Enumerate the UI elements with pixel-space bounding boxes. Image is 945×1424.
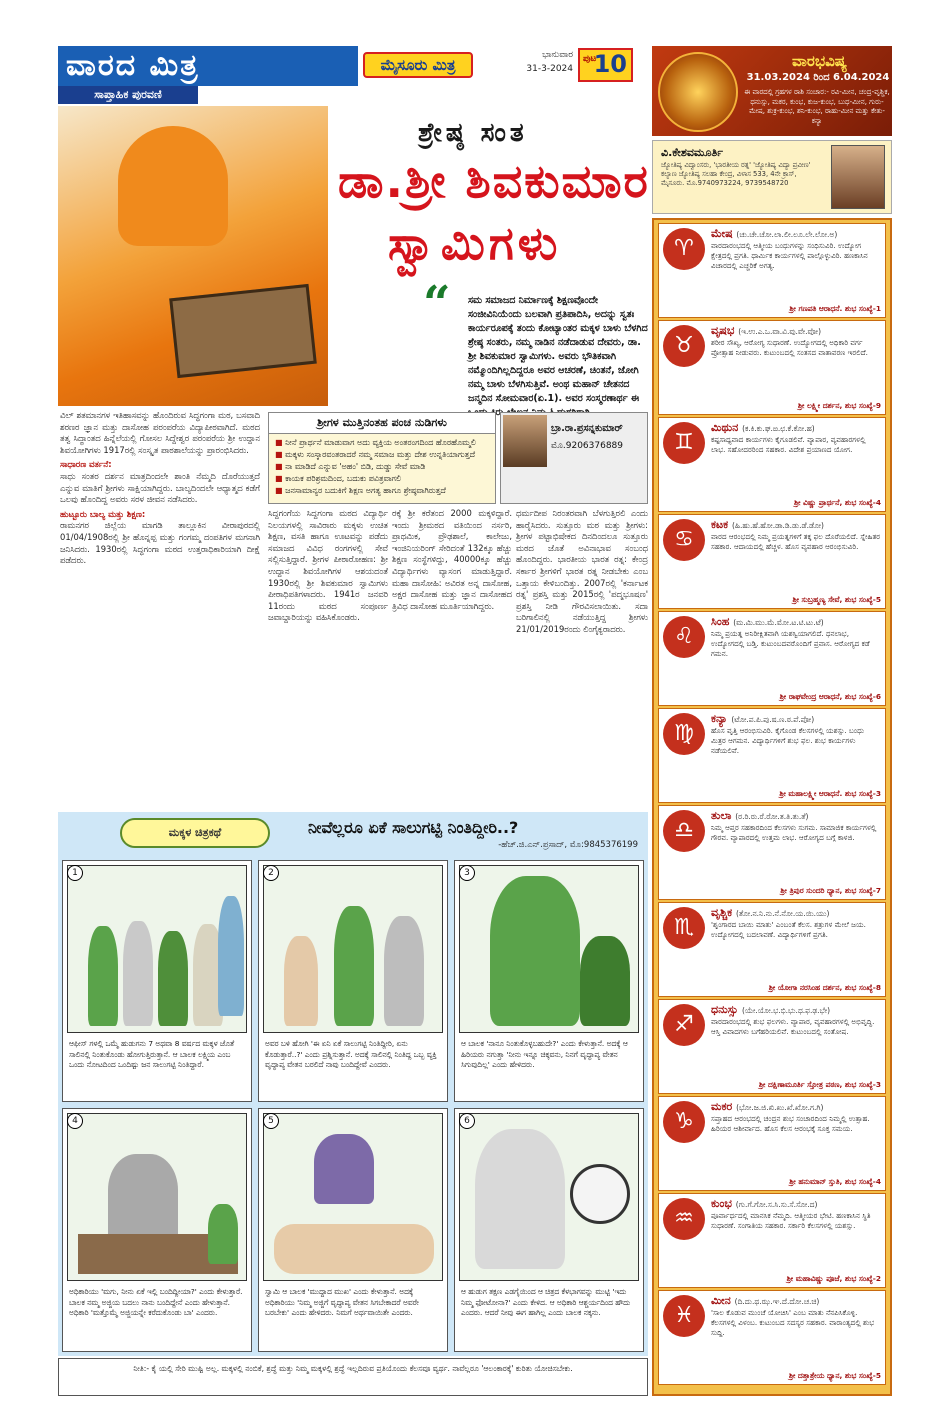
zodiac-sign-name <box>711 615 824 629</box>
zodiac-sign-remedy: ಶ್ರೀ ತ್ರಿಪುರ ಸುಂದರಿ ಧ್ಯಾನ, ಶುಭ ಸಂಖ್ಯೆ-7 <box>780 886 881 895</box>
comic-panel <box>258 1108 448 1352</box>
zodiac-sign-prediction: 'ಸಾಲ ಕೊಡುವ ಮುಂಚೆ ಯೋಚಿಸಿ' ಎಂಬ ಮಾತು ನೆನಪಿಸಿಕೊಳ್ಳಿ. ಕೆಲಸಗಳಲ್ಲಿ ವಿಳಂಬ. ಕುಟುಂಬದ ಸದಸ್ಯರ ಸಹಕಾರ. ವಾರಾಂತ್ಯದಲ್ಲಿ ಶುಭ ಸುದ್ದಿ. <box>711 1308 875 1337</box>
comic-panel-number: 1 <box>67 865 83 881</box>
article-subhead: ಹುಟ್ಟೂರು ಬಾಲ್ಯ ಮತ್ತು ಶಿಕ್ಷಣ: <box>60 508 146 519</box>
comic-panel-number: 3 <box>459 865 475 881</box>
zodiac-symbol-icon: ♐ <box>663 1004 705 1046</box>
article-paragraph: ಸಾಧು ಸಂತರ ದರ್ಶನ ಮಾತ್ರದಿಂದಲೇ ಶಾಂತಿ ನೆಮ್ಮದಿ ದೊರೆಯುತ್ತದೆ ಎನ್ನುವ ಮಾತಿಗೆ ಶ್ರೀಗಳು ಸಾಕ್ಷಿಯಾಗಿದ್ದರು. ಬಾಲ್ಯದಿಂದಲೇ ಆಧ್ಯಾತ್ಮದ ಕಡೆಗೆ ಒಲವು ಹೊಂದಿದ್ದ ಅವರು ಸರಳ ಜೀವನ ನಡೆಸಿದರು. <box>60 470 260 505</box>
issue-date <box>483 48 573 76</box>
zodiac-sign-letters: (ಭೋ.ಜ.ಜಿ.ಖಿ.ಖು.ಖೆ.ಖೋ.ಗ.ಗಿ) <box>736 1103 824 1112</box>
zodiac-sign-prediction: ನಿಮ್ಮ ಆಪ್ತರ ಸಹಕಾರದಿಂದ ಕೆಲಸಗಳು ಸುಗಮ. ಸಾಮಾಜಿಕ ಕಾರ್ಯಗಳಲ್ಲಿ ಗೌರವ. ವ್ಯಾಪಾರದಲ್ಲಿ ಉತ್ತಮ ಲಾಭ. ಆರೋಗ್ಯದ ಬಗ್ಗೆ ಕಾಳಜಿ. <box>711 823 877 842</box>
masthead <box>58 46 648 106</box>
zodiac-symbol-icon: ♈ <box>663 228 705 270</box>
comic-header <box>58 812 648 856</box>
zodiac-symbol-icon: ♌ <box>663 616 705 658</box>
zodiac-sign-title: ಧನುಸ್ಸು <box>711 1003 739 1016</box>
zodiac-symbol-icon: ♊ <box>663 422 705 464</box>
astrologer-name: ವಿ.ಕೇಶವಮೂರ್ತಿ <box>661 146 723 159</box>
zodiac-sign-remedy: ಶ್ರೀ ಹನುಮಾನ್ ಸ್ತುತಿ, ಶುಭ ಸಂಖ್ಯೆ-4 <box>789 1177 881 1186</box>
zodiac-sign-letters: (ಚು.ಚೇ.ಚೋ.ಲಾ.ಲೀ.ಲೂ.ಲೇ.ಲೋ.ಅ) <box>736 230 838 239</box>
zodiac-sign-letters: (ಟೋ.ಪ.ಪಿ.ಪು.ಷ.ಣ.ಠ.ಪೆ.ಪೋ) <box>731 715 815 724</box>
zodiac-sign-name <box>711 1003 830 1017</box>
quotes-box-title: ಶ್ರೀಗಳ ಮುತ್ತಿನಂತಹ ಪಂಚ ನುಡಿಗಳು <box>269 413 495 434</box>
photo-writing-board <box>169 284 317 378</box>
zodiac-sign-prediction: ವಾರದಾರಂಭದಲ್ಲಿ ಶುಭ ಫಲಗಳು. ವ್ಯಾಪಾರ, ವ್ಯವಹಾರಗಳಲ್ಲಿ ಅಭಿವೃದ್ಧಿ. ಆಸ್ತಿ ವಿವಾದಗಳು ಬಗೆಹರಿಯಲಿವೆ. ಕುಟುಂಬದಲ್ಲಿ ಸಂತೋಷ. <box>711 1017 875 1036</box>
comic-art-officer <box>67 1113 247 1281</box>
zodiac-sign-prediction: ಶರೀರ ಸೌಖ್ಯ, ಆರೋಗ್ಯ ಸುಧಾರಣೆ. ಉದ್ಯೋಗದಲ್ಲಿ ಅಧಿಕಾರಿ ವರ್ಗ ಪ್ರೋತ್ಸಾಹ ನೀಡುವರು. ಕುಟುಂಬದಲ್ಲಿ ಸಂತಸದ ವಾತಾವರಣ ಇರಲಿದೆ. <box>711 338 868 357</box>
zodiac-sign-name <box>711 809 808 823</box>
zodiac-sign-remedy: ಶ್ರೀ ದತ್ತಾತ್ರೇಯ ಧ್ಯಾನ, ಶುಭ ಸಂಖ್ಯೆ-5 <box>788 1371 881 1380</box>
article-column-3: ರಕ್ಕೆ ಶ್ರೀ ಕರೆತಂದ 2000 ಮಕ್ಕಳಿದ್ದಾರೆ. ಇಂದು ಶ್ರೀಮಠದ ವತಿಯಿಂದ ನರ್ಸರಿ, ಪ್ರಾಥಮಿಕ, ಪ್ರೌಢಶಾಲೆ, ಕಾಲೇಜು, ಇಂಜಿನಿಯರಿಂಗ್ ಸೇರಿದಂತೆ 132ಕ್ಕೂ ಹೆಚ್ಚು ಶಿಕ್ಷಣ ಸಂಸ್ಥೆಗಳಿದ್ದು, 40000ಕ್ಕೂ ಹೆಚ್ಚು ವಿದ್ಯಾರ್ಥಿಗಳು ವ್ಯಾಸಂಗ ಮಾಡುತ್ತಿದ್ದಾರೆ. ಮಹಾ ದಾಸೋಹಿ: ಅವಿರತ ಅನ್ನ ದಾಸೋಹ, ಅಕ್ಷರ ದಾಸೋಹ ಮತ್ತು ಜ್ಞಾನ ದಾಸೋಹದ ತ್ರಿವಿಧ ದಾಸೋಹ ಮೂರ್ತಿಯಾಗಿದ್ದರು. <box>392 508 512 611</box>
zodiac-sign-remedy: ಶ್ರೀ ಮಹಾವಿಷ್ಣು ಪೂಜೆ, ಶುಭ ಸಂಖ್ಯೆ-2 <box>786 1274 881 1283</box>
article-column-2: ಸಿದ್ದಗಂಗೆಯ ಸಿದ್ದಗಂಗಾ ಮಠದ ವಿದ್ಯಾರ್ಥಿ ನಿಲಯಗಳಲ್ಲಿ ಸಾವಿರಾರು ಮಕ್ಕಳು ಉಚಿತ ಶಿಕ್ಷಣ, ವಸತಿ ಹಾಗೂ ಊಟವನ್ನು ಪಡೆದು ಸಮಾಜದ ವಿವಿಧ ರಂಗಗಳಲ್ಲಿ ಸೇವೆ ಸಲ್ಲಿಸುತ್ತಿದ್ದಾರೆ. ಶ್ರೀಗಳ ಪೀಠಾರೋಹಣ: ಶ್ರೀ ಉದ್ದಾನ ಶಿವಯೋಗಿಗಳ ಆಶಯದಂತೆ 1930ರಲ್ಲಿ ಶ್ರೀ ಶಿವಕುಮಾರ ಸ್ವಾಮಿಗಳು ಪೀಠಾಧಿಪತಿಗಳಾದರು. 1941ರ ಜನವರಿ 11ರಂದು ಮಠದ ಸಂಪೂರ್ಣ ಜವಾಬ್ದಾರಿಯನ್ನು ವಹಿಸಿಕೊಂಡರು. <box>268 508 388 623</box>
supplement-title: ವಾರದ ಮಿತ್ರ <box>58 46 358 86</box>
zodiac-symbol-icon: ♑ <box>663 1101 705 1143</box>
author-mobile: ಮೊ.9206376889 <box>551 441 624 451</box>
comic-panel-number: 2 <box>263 865 279 881</box>
horoscope-date-range: 31.03.2024 ರಿಂದ 6.04.2024 <box>746 72 890 83</box>
comic-panel-number: 4 <box>67 1113 83 1129</box>
comic-panel <box>454 860 644 1102</box>
zodiac-sign-name <box>711 712 814 726</box>
zodiac-sign-name <box>711 421 815 435</box>
photo-figure <box>118 126 228 246</box>
feature-headline-line1: ಡಾ.ಶ್ರೀ ಶಿವಕುಮಾರ <box>338 154 650 208</box>
comic-caption: ಆಫೀಸ್ ಗಳಲ್ಲಿ ಒಮ್ಮೆ ಹುಡುಗನು 7 ಅಥವಾ 8 ವರ್ಷದ ಮಕ್ಕಳ ಜೊತೆ ಸಾಲಿನಲ್ಲಿ ನಿಂತುಕೊಂಡು ಹೋಗುತ್ತಿರುತ್ತಾನೆ. ಆ ಬಾಲಕ ಲಕ್ಷ್ಮಿಯ ಎಂಬ ಒಂದು ನೋಟದಿಂದ ಒಂದಿಷ್ಟು ಜನ ಸಾಲುಗಟ್ಟಿ ನಿಂತಿದ್ದಾರೆ. <box>69 1039 235 1069</box>
comic-art-portrait <box>459 1113 639 1281</box>
article-column-4: ಧರ್ಮದೀಪ ನಿರಂತರವಾಗಿ ಬೆಳಗುತ್ತಿರಲಿ ಎಂದು ಹಾರೈಸಿದರು. ಸುತ್ತೂರು ಮಠ ಮತ್ತು ಶ್ರೀಗಳು: ಶ್ರೀಗಳ ಪಟ್ಟಾಭಿಷೇಕದ ದಿನದಿಂದಲೂ ಸುತ್ತೂರು ಮಠದ ಜೊತೆ ಅವಿನಾಭಾವ ಸಂಬಂಧ ಹೊಂದಿದ್ದರು. ಭಾರತೀಯ ಭಾರತ ರತ್ನ: ಕೇಂದ್ರ ಸರ್ಕಾರ ಶ್ರೀಗಳಿಗೆ ಭಾರತ ರತ್ನ ನೀಡಬೇಕು ಎಂಬ ಒತ್ತಾಯ ಕೇಳಿಬಂದಿತ್ತು. 2007ರಲ್ಲಿ 'ಕರ್ನಾಟಕ ರತ್ನ' ಪ್ರಶಸ್ತಿ ಮತ್ತು 2015ರಲ್ಲಿ 'ಪದ್ಮಭೂಷಣ' ಪ್ರಶಸ್ತಿ ನೀಡಿ ಗೌರವಿಸಲಾಯಿತು. ಸದಾ ಬರಿಗಾಲಿನಲ್ಲಿ ನಡೆಯುತ್ತಿದ್ದ ಶ್ರೀಗಳು 21/01/2019ರಂದು ಲಿಂಗೈಕ್ಯರಾದರು. <box>516 508 648 634</box>
comic-panel <box>62 1108 252 1352</box>
issue-day: ಭಾನುವಾರ <box>542 50 573 60</box>
page-label: ಪುಟ <box>583 54 597 64</box>
zodiac-symbol-icon: ♋ <box>663 519 705 561</box>
zodiac-sign-card <box>658 514 886 609</box>
feature-headline-line2: ಸ್ವಾಮಿಗಳು <box>388 216 562 270</box>
zodiac-sign-card <box>658 1193 886 1288</box>
comic-caption: ಅವರ ಬಳಿ ಹೋಗಿ 'ಈ ಏನಿ ಏಕೆ ಸಾಲುಗಟ್ಟಿ ನಿಂತಿದ್ದೀರಿ, ಏನು ಕೊಡುತ್ತಾರೆ..?' ಎಂದು ಪ್ರಶ್ನಿಸುತ್ತಾನೆ. ಅದಕ್ಕೆ ಸಾಲಿನಲ್ಲಿ ನಿಂತಿದ್ದ ಒಬ್ಬ ವ್ಯಕ್ತಿ ವೃದ್ಧಾಪ್ಯ ವೇತನ ಬರಲಿದೆ ನಾವು ಬಂದಿದ್ದೇವೆ ಎಂದರು. <box>265 1039 437 1069</box>
zodiac-sign-card <box>658 1290 886 1385</box>
zodiac-sign-card <box>658 902 886 997</box>
zodiac-sign-title: ಮಕರ <box>711 1100 733 1113</box>
zodiac-sign-letters: (ರ.ರಿ.ರು.ರೆ.ರೋ.ತ.ತಿ.ತು.ತೆ) <box>735 812 809 821</box>
zodiac-sign-name <box>711 906 829 920</box>
zodiac-sign-title: ತುಲಾ <box>711 809 732 822</box>
zodiac-symbol-icon: ♓ <box>663 1295 705 1337</box>
zodiac-sign-prediction: ಕಷ್ಟಸಾಧ್ಯವಾದ ಕಾರ್ಯಗಳು ಕೈಗೂಡಲಿವೆ. ವ್ಯಾಪಾರ, ವ್ಯವಹಾರಗಳಲ್ಲಿ ಲಾಭ. ಸಹೋದರರಿಂದ ಸಹಕಾರ. ವಿದೇಶ ಪ್ರಯಾಣದ ಯೋಗ. <box>711 435 866 454</box>
comic-caption: ಸ್ವಾಮಿ ಆ ಬಾಲಕ 'ಮುದ್ದಾದ ಮುಖ' ಎಂದು ಕೇಳುತ್ತಾನೆ. ಅದಕ್ಕೆ ಅಧಿಕಾರಿಯು 'ನಿಮ್ಮ ಅಜ್ಜಿಗೆ ವೃದ್ಧಾಪ್ಯ ವೇತನ ಸಿಗಬೇಕಾದರೆ ಅವರೇ ಬರಬೇಕು' ಎಂದು ಹೇಳಿದರು. ನಿಮಗೆ ಅರ್ಥವಾಯಿತೇ ಎಂದರು. <box>265 1287 419 1317</box>
comic-credit: -ಹೆಚ್.ಜಿ.ಎನ್.ಪ್ರಸಾದ್, ಮೊ:9845376199 <box>498 840 638 850</box>
zodiac-sign-letters: (ದಿ.ದು.ಥ.ಝ.ಞ.ದೆ.ದೋ.ಚ.ಚಿ) <box>734 1297 820 1306</box>
issue-date-value: 31-3-2024 <box>526 64 573 74</box>
zodiac-sign-name <box>711 227 837 241</box>
quotes-list <box>269 434 495 500</box>
horoscope-planet-positions: ಈ ವಾರದಲ್ಲಿ ಗ್ರಹಗಳ ರಾಶಿ ಸಂಚಾರ:- ರವಿ-ಮೀನ, ಚಂದ್ರ-ವೃಶ್ಚಿಕ, ಧನುಸ್ಸು, ಮಕರ, ಕುಂಭ, ಕುಜ-ಕುಂಭ, ಬುಧ-ಮೀನ, ಗುರು-ಮೇಷ, ಶುಕ್ರ-ಕುಂಭ, ಶನಿ-ಕುಂಭ, ರಾಹು-ಮೀನ ಮತ್ತು ಕೇತು-ಕನ್ಯಾ <box>744 88 890 125</box>
zodiac-sign-card <box>658 805 886 900</box>
zodiac-symbol-icon: ♍ <box>663 713 705 755</box>
zodiac-sign-prediction: ಪೂರ್ವಾರ್ಧದಲ್ಲಿ ಮಾನಸಿಕ ನೆಮ್ಮದಿ. ಆತ್ಮೀಯರ ಭೇಟಿ. ಹಣಕಾಸಿನ ಸ್ಥಿತಿ ಸುಧಾರಣೆ. ಸಂಗಾತಿಯ ಸಹಕಾರ. ಸರ್ಕಾರಿ ಕೆಲಸಗಳಲ್ಲಿ ಯಶಸ್ಸು. <box>711 1211 871 1230</box>
author-box <box>500 412 648 504</box>
zodiac-sign-prediction: ಹೊಸ ವೃತ್ತಿ ಆರಂಭಿಸುವಿರಿ. ಕೈಗೊಂಡ ಕೆಲಸಗಳಲ್ಲಿ ಯಶಸ್ಸು. ಬಂಧು ಮಿತ್ರರ ಆಗಮನ. ವಿದ್ಯಾರ್ಥಿಗಳಿಗೆ ಶುಭ ಫಲ. ಶುಭ ಕಾರ್ಯಗಳು ನಡೆಯಲಿವೆ. <box>711 726 865 755</box>
quote-item: ■ ನೀನೆ ಪ್ರಾರ್ಥನೆ ಮಾಡುವಾಗ ಅದು ವ್ಯಕ್ತಿಯ ಅಂತರಂಗದಿಂದ ಹೊರಹೊಮ್ಮಲಿ <box>275 437 489 449</box>
zodiac-sign-name <box>711 1100 823 1114</box>
zodiac-sign-letters: (ತೋ.ನ.ನಿ.ನು.ನೆ.ನೋ.ಯ.ಯಿ.ಯು) <box>735 909 830 918</box>
comic-title: ನೀವೆಲ್ಲರೂ ಏಕೆ ಸಾಲುಗಟ್ಟಿ ನಿಂತಿದ್ದೀರಿ..? <box>308 818 519 837</box>
zodiac-sign-letters: (ಹಿ.ಹು.ಹೆ.ಹೋ.ಡಾ.ಡಿ.ಡು.ಡೆ.ಡೋ) <box>731 521 824 530</box>
comic-art-queue <box>67 865 247 1033</box>
zodiac-sign-remedy: ಶ್ರೀ ಲಕ್ಷ್ಮೀ ದರ್ಶನ, ಶುಭ ಸಂಖ್ಯೆ-9 <box>797 401 881 410</box>
page-number: 10 <box>593 50 627 78</box>
zodiac-wheel-icon <box>658 52 738 132</box>
zodiac-sign-prediction: ವಾರದ ಆರಂಭದಲ್ಲಿ ನಿಮ್ಮ ಪ್ರಯತ್ನಗಳಿಗೆ ತಕ್ಕ ಫಲ ದೊರೆಯಲಿದೆ. ಸ್ನೇಹಿತರ ಸಹಕಾರ. ಆದಾಯದಲ್ಲಿ ಹೆಚ್ಚಳ. ಹೊಸ ವ್ಯವಹಾರ ಆರಂಭಿಸುವಿರಿ. <box>711 532 881 551</box>
feature-kicker: ಶ್ರೇಷ್ಠ ಸಂತ <box>418 118 528 148</box>
zodiac-sign-card <box>658 417 886 512</box>
astrologer-photo <box>831 145 885 209</box>
zodiac-signs-list <box>652 218 892 1396</box>
zodiac-symbol-icon: ♉ <box>663 325 705 367</box>
zodiac-sign-prediction: 'ಶೃಂಗಾರದ ಬಾಯಿ ಮಾತು' ಎಂಬಂತೆ ಕೆಲಸ. ಶತ್ರುಗಳ ಮೇಲೆ ಜಯ. ಉದ್ಯೋಗದಲ್ಲಿ ಬದಲಾವಣೆ. ವಿದ್ಯಾರ್ಥಿಗಳಿಗೆ ಪ್ರಗತಿ. <box>711 920 866 939</box>
zodiac-sign-letters: (ಗು.ಗೆ.ಗೋ.ಸ.ಸಿ.ಸು.ಸೆ.ಸೋ.ದ) <box>735 1200 818 1209</box>
zodiac-symbol-icon: ♎ <box>663 810 705 852</box>
zodiac-sign-remedy: ಶ್ರೀ ಗಣಪತಿ ಆರಾಧನೆ. ಶುಭ ಸಂಖ್ಯೆ-1 <box>789 304 881 313</box>
comic-panel-number: 6 <box>459 1113 475 1129</box>
zodiac-sign-letters: (ಯೇ.ಯೋ.ಭ.ಭಿ.ಭು.ಧ.ಫ.ಢ.ಭೇ) <box>741 1006 831 1015</box>
zodiac-sign-title: ಸಿಂಹ <box>711 615 730 628</box>
comic-panel <box>258 860 448 1102</box>
comic-art-elder <box>459 865 639 1033</box>
zodiac-sign-title: ಕಟಕ <box>711 518 729 531</box>
comic-panel <box>62 860 252 1102</box>
quote-item: ■ ಮಕ್ಕಳು ಸಂಸ್ಕಾರವಂತರಾದರೆ ನಮ್ಮ ಸಮಾಜ ಮತ್ತು ದೇಶ ಉನ್ನತಿಯಾಗುತ್ತದೆ <box>275 449 489 461</box>
zodiac-sign-remedy: ಶ್ರೀ ದಕ್ಷಿಣಾಮೂರ್ತಿ ಸ್ತೋತ್ರ ಪಠಣ, ಶುಭ ಸಂಖ್ಯೆ-3 <box>758 1080 881 1089</box>
zodiac-sign-card <box>658 1096 886 1191</box>
zodiac-symbol-icon: ♒ <box>663 1198 705 1240</box>
zodiac-sign-remedy: ಶ್ರೀ ಸುಬ್ರಹ್ಮಣ್ಯ ಸೇವೆ, ಶುಭ ಸಂಖ್ಯೆ-5 <box>792 595 881 604</box>
zodiac-sign-prediction: ನಿಮ್ಮ ಪ್ರಯತ್ನ ಅನಿರೀಕ್ಷಿತವಾಗಿ ಯಶಸ್ವಿಯಾಗಲಿದೆ. ಧನಲಾಭ, ಉದ್ಯೋಗದಲ್ಲಿ ಬಡ್ತಿ. ಕುಟುಂಬದವರೊಂದಿಗೆ ಪ್ರವಾಸ. ಆರೋಗ್ಯದ ಕಡೆ ಗಮನ. <box>711 629 870 658</box>
zodiac-sign-title: ವೃಷಭ <box>711 324 735 337</box>
comic-section-tag: ಮಕ್ಕಳ ಚಿತ್ರಕಥೆ <box>120 818 270 848</box>
zodiac-sign-card <box>658 708 886 803</box>
zodiac-sign-title: ಮೇಷ <box>711 227 733 240</box>
zodiac-sign-prediction: ವಾರದಾರಂಭದಲ್ಲಿ ಆತ್ಮೀಯ ಬಂಧುಗಳನ್ನು ಸಂಧಿಸುವಿರಿ. ಉದ್ಯೋಗ ಕ್ಷೇತ್ರದಲ್ಲಿ ಪ್ರಗತಿ. ಧಾರ್ಮಿಕ ಕಾರ್ಯಗಳಲ್ಲಿ ಪಾಲ್ಗೊಳ್ಳುವಿರಿ. ಹಣಕಾಸಿನ ವಿಚಾರದಲ್ಲಿ ಎಚ್ಚರಿಕೆ ಅಗತ್ಯ. <box>711 241 868 270</box>
comic-strip <box>58 856 648 1356</box>
comic-caption: ಆ ಬಾಲಕ 'ನಾನೂ ನಿಂತುಕೊಳ್ಳಬಹುದೇ?' ಎಂದು ಕೇಳುತ್ತಾನೆ. ಅದಕ್ಕೆ ಆ ಹಿರಿಯರು ನಗುತ್ತಾ 'ನೀನು ಇನ್ನೂ ಚಿಕ್ಕವನು, ನಿನಗೆ ವೃದ್ಧಾಪ್ಯ ವೇತನ ಸಿಗುವುದಿಲ್ಲ' ಎಂದು ಹೇಳಿದರು. <box>461 1039 628 1069</box>
horoscope-header <box>652 46 892 136</box>
supplement-subtitle: ಸಾಪ್ತಾಹಿಕ ಪುರವಣಿ <box>58 86 198 104</box>
zodiac-sign-remedy: ಶ್ರೀ ಯೋಗಾ ನರಸಿಂಹ ದರ್ಶನ, ಶುಭ ಸಂಖ್ಯೆ-8 <box>768 983 881 992</box>
comic-caption: ಅಧಿಕಾರಿಯು 'ಮಗು, ನೀನು ಏಕೆ ಇಲ್ಲಿ ಬಂದಿದ್ದೀಯಾ?' ಎಂದು ಕೇಳುತ್ತಾರೆ. ಬಾಲಕ ನಮ್ಮ ಅಜ್ಜಿಯ ಬದಲು ನಾನು ಬಂದಿದ್ದೇನೆ ಎಂದು ಹೇಳುತ್ತಾನೆ. ಅಧಿಕಾರಿ 'ಮತ್ತೊಮ್ಮೆ ಅಜ್ಜಿಯನ್ನೇ ಕರೆದುಕೊಂಡು ಬಾ' ಎಂದರು. <box>69 1287 243 1317</box>
zodiac-sign-card <box>658 320 886 415</box>
horoscope-title: ವಾರಭವಿಷ್ಯ <box>791 52 848 70</box>
swamiji-photo <box>58 106 328 406</box>
zodiac-sign-card <box>658 223 886 318</box>
zodiac-sign-remedy: ಶ್ರೀ ವಿಷ್ಣು ಪ್ರಾರ್ಥನೆ, ಶುಭ ಸಂಖ್ಯೆ-4 <box>793 498 881 507</box>
astrologer-info: ಜ್ಯೋತಿಷ್ಯ ವಿದ್ವಾಂಸರು, 'ಭಾರತೀಯ ರತ್ನ' 'ಜ್ಯೋತಿಷ್ಯ ವಿದ್ಯಾ ಪ್ರವೀಣ' ಕಲ್ಯಾಣ ಜ್ಯೋತಿಷ್ಯ ಸಲಹಾ ಕೇಂದ್ರ, ವಿಳಾಸ 533, 4ನೇ ಕ್ರಾಸ್, ಮೈಸೂರು. ಮೊ.9740973224, 9739548720 <box>661 161 811 187</box>
article-column-1 <box>60 410 260 805</box>
comic-moral <box>58 1358 648 1396</box>
author-name: ಬ್ರಾ.ರಾ.ಪ್ರಸನ್ನಕುಮಾರ್ <box>551 423 623 434</box>
page-number-box <box>578 48 633 82</box>
comic-panel-number: 5 <box>263 1113 279 1129</box>
quote-item: ■ ಕಾಯಕ ಪರಿಶ್ರಮದಿಂದ, ಬದುಕು ಪವಿತ್ರವಾಗಲಿ <box>275 473 489 485</box>
zodiac-sign-remedy: ಶ್ರೀ ಮಹಾಲಕ್ಷ್ಮೀ ಆರಾಧನೆ. ಶುಭ ಸಂಖ್ಯೆ-3 <box>779 789 881 798</box>
zodiac-sign-letters: (ಕ.ಕಿ.ಕು.ಘ.ಙ.ಛ.ಕೆ.ಕೋ.ಹ) <box>742 424 815 433</box>
comic-moral-text: ನೀತಿ:- ಕೈ ಯಲ್ಲಿ ಸೇರಿ ಮುಷ್ಟಿ ಅಲ್ಲ. ಮಕ್ಕಳಲ್ಲಿ ನಂಬಿಕೆ, ಶ್ರದ್ಧೆ ಮತ್ತು ನಿಮ್ಮ ಮಕ್ಕಳಲ್ಲಿ ಶ್ರದ್ಧೆ ಇಲ್ಲದಿರುವ ಪ್ರತಿಯೊಂದು ಕೆಲಸವೂ ವ್ಯರ್ಥ. ನಾವೆಲ್ಲರೂ 'ಆಲಂಕಾರಕ್ಕೆ' ಕುರಿತು ಯೋಚಿಸಬೇಕು. <box>133 1364 573 1373</box>
zodiac-sign-letters: (ಮ.ಮಿ.ಮು.ಮೆ.ಮೋ.ಟ.ಟಿ.ಟು.ಟೆ) <box>733 618 824 627</box>
quote-item: ■ ನಾ ಮಾಡಿದೆ ಎನ್ನುವ 'ಅಹಂ' ಬಿಡಿ, ದುಡ್ಡು ಸೇವೆ ಮಾಡಿ <box>275 461 489 473</box>
comic-panel <box>454 1108 644 1352</box>
zodiac-sign-title: ಮೀನ <box>711 1294 731 1307</box>
zodiac-sign-letters: (ಇ.ಉ.ಎ.ಒ.ವಾ.ವಿ.ವು.ವೇ.ವೋ) <box>738 327 822 336</box>
feature-pullquote: ಸಮ ಸಮಾಜದ ನಿರ್ಮಾಣಕ್ಕೆ ಶಿಕ್ಷಣವೊಂದೇ ಸಂಜೀವಿನಿಯೆಂದು ಬಲವಾಗಿ ಪ್ರತಿಪಾದಿಸಿ, ಅದನ್ನು ಸ್ವತಃ ಕಾರ್ಯರೂಪಕ್ಕೆ ತಂದು ಕೋಟ್ಯಾಂತರ ಮಕ್ಕಳ ಬಾಳು ಬೆಳಗಿದ ಶ್ರೇಷ್ಠ ಸಂತರು, ನಮ್ಮ ನಾಡಿನ ನಡೆದಾಡುವ ದೇವರು, ಡಾ. ಶ್ರೀ ಶಿವಕುಮಾರ ಸ್ವಾಮಿಗಳು. ಅವರು ಭೌತಿಕವಾಗಿ ನಮ್ಮೊಂದಿಗಿಲ್ಲದಿದ್ದರೂ ಅವರ ಆಚರಣೆ, ಚಿಂತನೆ, ಜೋಗಿ ನಮ್ಮ ಬಾಳು ಬೆಳಗಿಸುತ್ತಿವೆ. ಅಂಥ ಮಹಾನ್ ಚೇತನದ ಜನ್ಮದಿನ ಸೋಮವಾರ(ಏ.1). ಅವರ ಸಂಸ್ಮರಣಾರ್ಥ ಈ ಕಿರು <box>468 295 648 418</box>
quotes-box <box>268 412 496 504</box>
zodiac-symbol-icon: ♏ <box>663 907 705 949</box>
zodiac-sign-card <box>658 999 886 1094</box>
zodiac-sign-title: ಕುಂಭ <box>711 1197 732 1210</box>
author-photo <box>503 415 547 467</box>
zodiac-sign-name <box>711 1294 819 1308</box>
zodiac-sign-title: ವೃಶ್ಚಿಕ <box>711 906 733 919</box>
zodiac-sign-name <box>711 1197 817 1211</box>
zodiac-sign-name <box>711 518 824 532</box>
zodiac-sign-name <box>711 324 821 338</box>
comic-art-hands <box>263 1113 443 1281</box>
zodiac-sign-remedy: ಶ್ರೀ ರಾಘವೇಂದ್ರ ಆರಾಧನೆ, ಶುಭ ಸಂಖ್ಯೆ-6 <box>779 692 881 701</box>
quote-icon: “ <box>423 276 451 332</box>
comic-caption: ಆ ಹುಡುಗ ತಕ್ಷಣ ಎಡಗೈಯಿಂದ ಆ ಚಿತ್ರದ ಕೆಳಭಾಗವನ್ನು ಮುಟ್ಟಿ 'ಇದು ನಿಮ್ಮ ಫೋಟೋನಾ?' ಎಂದು ಕೇಳಿದ. ಆ ಅಧಿಕಾರಿ ಆಶ್ಚರ್ಯದಿಂದ ಹೌದು ಎಂದರು. ಆದರೆ ನೀವು ಈಗ ಹಾಗಿಲ್ಲ ಎಂದು ಬಾಲಕ ನಕ್ಕನು. <box>461 1287 631 1317</box>
comic-art-boy-asks <box>263 865 443 1033</box>
quote-item: ■ ಜನಸಾಮಾನ್ಯರ ಬದುಕಿಗೆ ಶಿಕ್ಷಣ ಅಗತ್ಯ ಹಾಗೂ ಶ್ರೇಷ್ಠವಾಗಿರುತ್ತದೆ <box>275 485 489 497</box>
paper-logo: ಮೈಸೂರು ಮಿತ್ರ <box>363 52 473 78</box>
article-subhead: ಸಾಧಾರಣ ವರ್ತನೆ: <box>60 459 112 470</box>
zodiac-sign-title: ಮಿಥುನ <box>711 421 739 434</box>
feature-section <box>58 106 650 418</box>
zodiac-sign-title: ಕನ್ಯಾ <box>711 712 728 725</box>
article-paragraph: ರಾಮನಗರ ಜಿಲ್ಲೆಯ ಮಾಗಡಿ ತಾಲ್ಲೂಕಿನ ವೀರಾಪುರದಲ್ಲಿ 01/04/1908ರಲ್ಲಿ ಶ್ರೀ ಹೊನ್ನಪ್ಪ ಮತ್ತು ಗಂಗಮ್ಮ ದಂಪತಿಗಳ ಮಗನಾಗಿ ಜನಿಸಿದರು. 1930ರಲ್ಲಿ ಸಿದ್ಧಗಂಗಾ ಮಠದ ಉತ್ತರಾಧಿಕಾರಿಯಾಗಿ ದೀಕ್ಷೆ ಪಡೆದರು. <box>60 520 260 566</box>
article-paragraph: ವಿಲ್ ಶತಮಾನಗಳ ಇತಿಹಾಸವನ್ನು ಹೊಂದಿರುವ ಸಿದ್ಧಗಂಗಾ ಮಠ, ಬಸವಾದಿ ಶರಣರ ಜ್ಞಾನ ಮತ್ತು ದಾಸೋಹ ಪರಂಪರೆಯ ವಿದ್ಯಾಪೀಠವಾಗಿದೆ. ಮಠದ ತತ್ವ ಸಿದ್ಧಾಂತದ ಹಿನ್ನೆಲೆಯಲ್ಲಿ ಗೋಸಲ ಸಿದ್ದೇಶ್ವರ ಪರಂಪರೆಯ ಶ್ರೀ ಉದ್ದಾನ ಶಿವಯೋಗಿಗಳು 1917ರಲ್ಲಿ ಸಂಸ್ಕೃತ ಪಾಠಶಾಲೆಯನ್ನು ಪ್ರಾರಂಭಿಸಿದರು. <box>60 410 260 455</box>
astrologer-box <box>652 140 892 214</box>
zodiac-sign-card <box>658 611 886 706</box>
zodiac-sign-prediction: ಸಪ್ತಾಹದ ಆರಂಭದಲ್ಲಿ ಚಂದ್ರನ ಶುಭ ಸಂಚಾರದಿಂದ ನಿಮ್ಮಲ್ಲಿ ಉತ್ಸಾಹ. ಹಿರಿಯರ ಆಶೀರ್ವಾದ. ಹೊಸ ಕೆಲಸ ಆರಂಭಕ್ಕೆ ಸೂಕ್ತ ಸಮಯ. <box>711 1114 870 1133</box>
